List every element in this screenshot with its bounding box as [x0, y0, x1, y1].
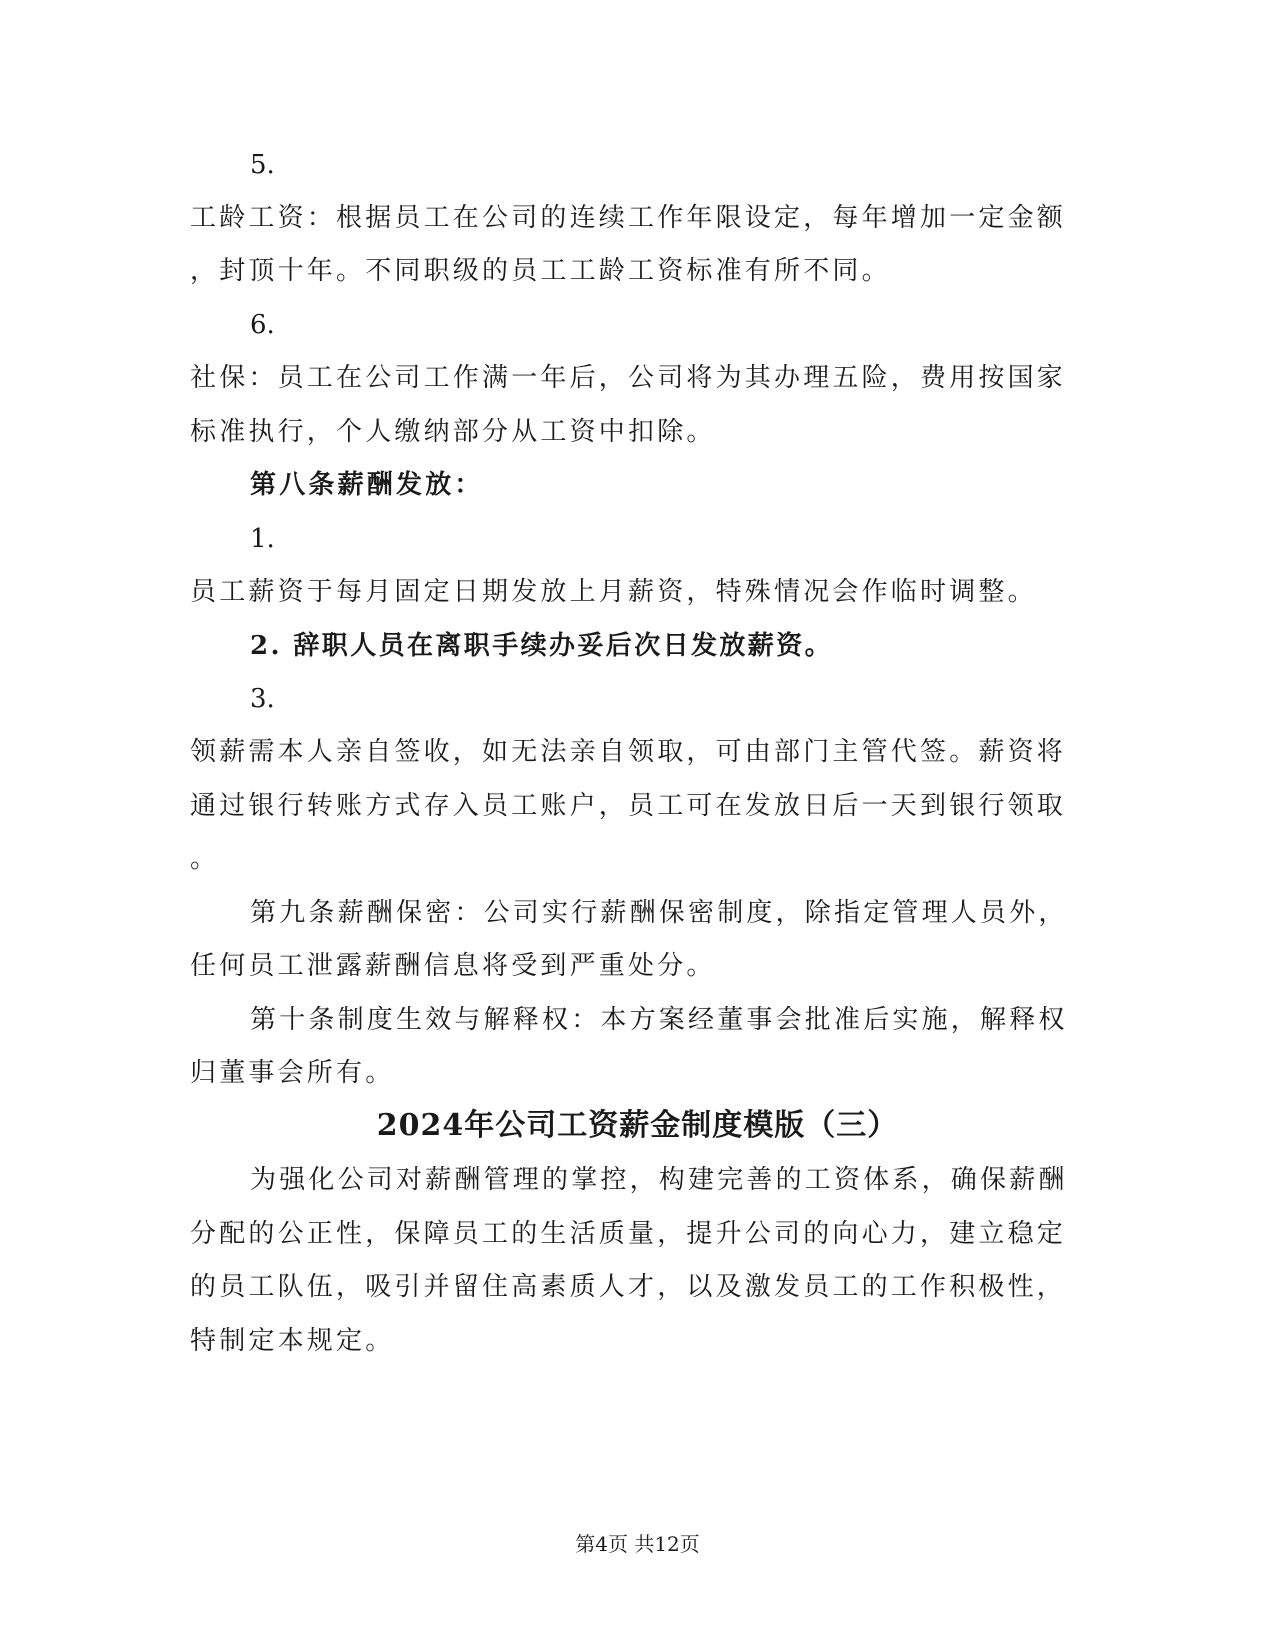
intro-line-1: 为强化公司对薪酬管理的掌控，构建完善的工资体系，确保薪酬 — [250, 1165, 1068, 1195]
seniority-pay-line-1: 工龄工资：根据员工在公司的连续工作年限设定，每年增加一定金额 — [190, 203, 1067, 233]
article-9-line-2: 任何员工泄露薪酬信息将受到严重处分。 — [190, 951, 716, 981]
intro-line-3: 的员工队伍，吸引并留住高素质人才，以及激发员工的工作积极性， — [190, 1272, 1067, 1302]
salary-collection-line-2: 通过银行转账方式存入员工账户，员工可在发放日后一天到银行领取 — [190, 791, 1067, 821]
article-9-line-1: 第九条薪酬保密：公司实行薪酬保密制度，除指定管理人员外， — [250, 898, 1068, 928]
payment-schedule-line: 员工薪资于每月固定日期发放上月薪资，特殊情况会作临时调整。 — [190, 577, 1037, 607]
social-insurance-line-1: 社保：员工在公司工作满一年后，公司将为其办理五险，费用按国家 — [190, 363, 1067, 393]
social-insurance-line-2: 标准执行，个人缴纳部分从工资中扣除。 — [190, 417, 716, 447]
article-10-line-1: 第十条制度生效与解释权：本方案经董事会批准后实施，解释权 — [250, 1005, 1068, 1035]
article-10-line-2: 归董事会所有。 — [190, 1058, 395, 1088]
salary-collection-line-1: 领薪需本人亲自签收，如无法亲自领取，可由部门主管代签。薪资将 — [190, 737, 1067, 767]
page-footer: 第4页 共12页 — [575, 1532, 700, 1556]
item-number-5: 5. — [250, 150, 275, 180]
intro-line-4: 特制定本规定。 — [190, 1326, 395, 1356]
resignation-pay-line: 2. 辞职人员在离职手续办妥后次日发放薪资。 — [250, 631, 833, 661]
section-title: 2024年公司工资薪金制度模版（三） — [376, 1108, 899, 1143]
item-number-1: 1. — [250, 524, 275, 554]
salary-collection-line-3: 。 — [190, 844, 220, 874]
item-number-3: 3. — [250, 684, 275, 714]
article-8-heading: 第八条薪酬发放： — [250, 470, 484, 500]
intro-line-2: 分配的公正性，保障员工的生活质量，提升公司的向心力，建立稳定 — [190, 1219, 1067, 1249]
seniority-pay-line-2: ，封顶十年。不同职级的员工工龄工资标准有所不同。 — [190, 256, 891, 286]
item-number-6: 6. — [250, 310, 275, 340]
